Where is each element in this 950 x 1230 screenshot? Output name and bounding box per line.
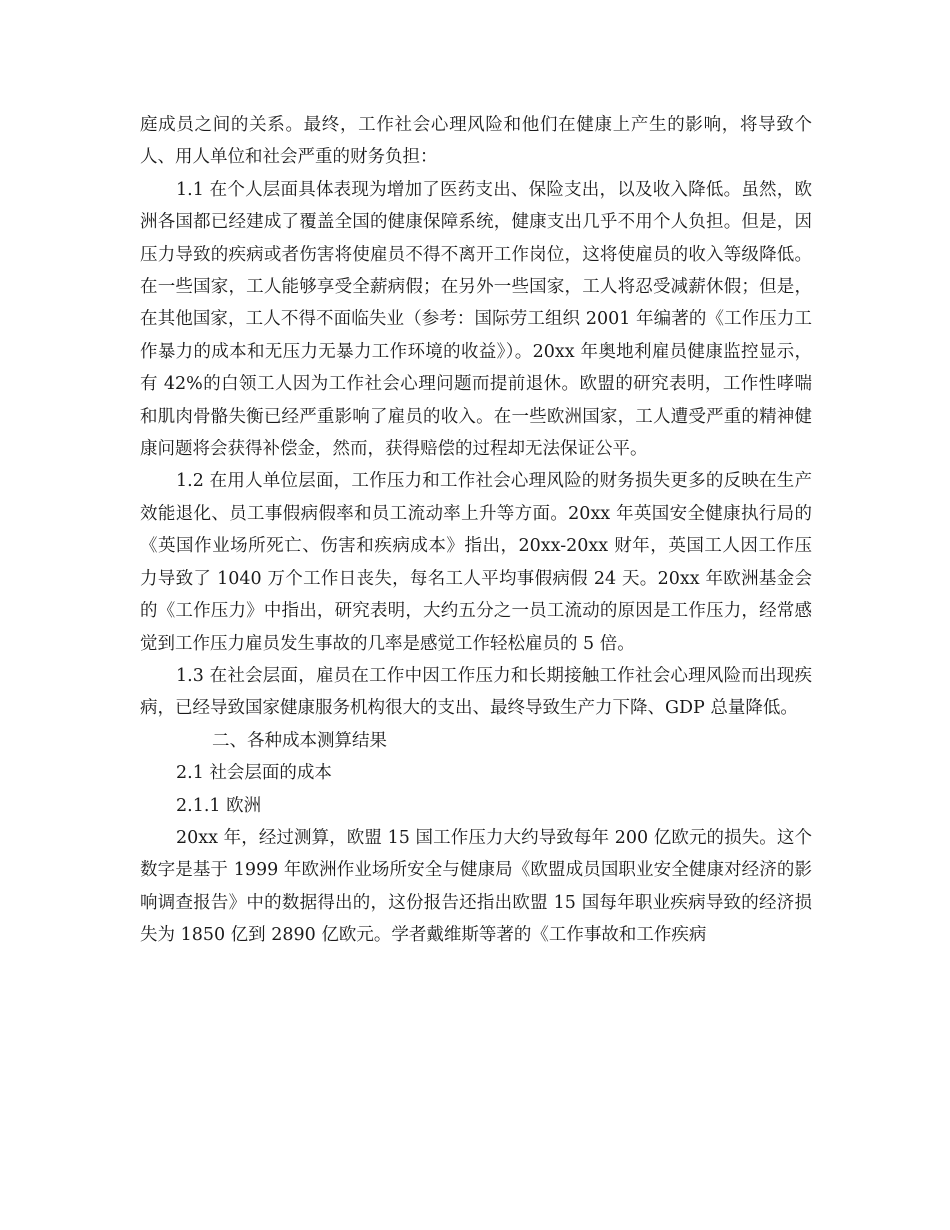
section-heading: 二、各种成本测算结果 bbox=[212, 730, 387, 751]
body-text bbox=[140, 109, 812, 952]
sub-heading-2-1-1: 2.1.1 欧洲 bbox=[176, 795, 262, 816]
paragraph-1-3: 1.3 在社会层面，雇员在工作中因工作压力和长期接触工作社会心理风险而出现疾病，已经导致国家健康服务机构很大的支出、最终导致生产力下降、GDP 总量降低。 bbox=[140, 665, 812, 719]
paragraph-europe: 20xx 年，经过测算，欧盟 15 国工作压力大约导致每年 200 亿欧元的损失。这个数字是基于 1999 年欧洲作业场所安全与健康局《欧盟成员国职业安全健康对经济的影响调查报告》中的数据得出的，这份报告还指出欧盟 15 国每年职业疾病导致的经济损失为 1850 亿到 2890 亿欧元。学者戴维斯等著的《工作事故和工作疾病 bbox=[140, 827, 812, 946]
paragraph-1-1: 1.1 在个人层面具体表现为增加了医药支出、保险支出，以及收入降低。虽然，欧洲各国都已经建成了覆盖全国的健康保障系统，健康支出几乎不用个人负担。但是，因压力导致的疾病或者伤害将使雇员不得不离开工作岗位，这将使雇员的收入等级降低。在一些国家，工人能够享受全薪病假；在另外一些国家，工人将忍受减薪休假；但是，在其他国家，工人不得不面临失业（参考：国际劳工组织 2001 年编著的《工作压力工作暴力的成本和无压力无暴力工作环境的收益》）。20xx 年奥地利雇员健康监控显示，有 42%的白领工人因为工作社会心理问题而提前退休。欧盟的研究表明，工作性哮喘和肌肉骨骼失衡已经严重影响了雇员的收入。在一些欧洲国家，工人遭受严重的精神健康问题将会获得补偿金，然而，获得赔偿的过程却无法保证公平。 bbox=[140, 179, 812, 460]
paragraph-continuation: 庭成员之间的关系。最终，工作社会心理风险和他们在健康上产生的影响，将导致个人、用人单位和社会严重的财务负担： bbox=[140, 115, 812, 168]
paragraph-1-2: 1.2 在用人单位层面，工作压力和工作社会心理风险的财务损失更多的反映在生产效能退化、员工事假病假率和员工流动率上升等方面。20xx 年英国安全健康执行局的《英国作业场所死亡、伤害和疾病成本》指出，20xx-20xx 财年，英国工人因工作压力导致了 1040 万个工作日丧失，每名工人平均事假病假 24 天。20xx 年欧洲基金会的《工作压力》中指出，研究表明，大约五分之一员工流动的原因是工作压力，经常感觉到工作压力雇员发生事故的几率是感觉工作轻松雇员的 5 倍。 bbox=[140, 471, 812, 654]
sub-heading-2-1: 2.1 社会层面的成本 bbox=[176, 763, 332, 784]
